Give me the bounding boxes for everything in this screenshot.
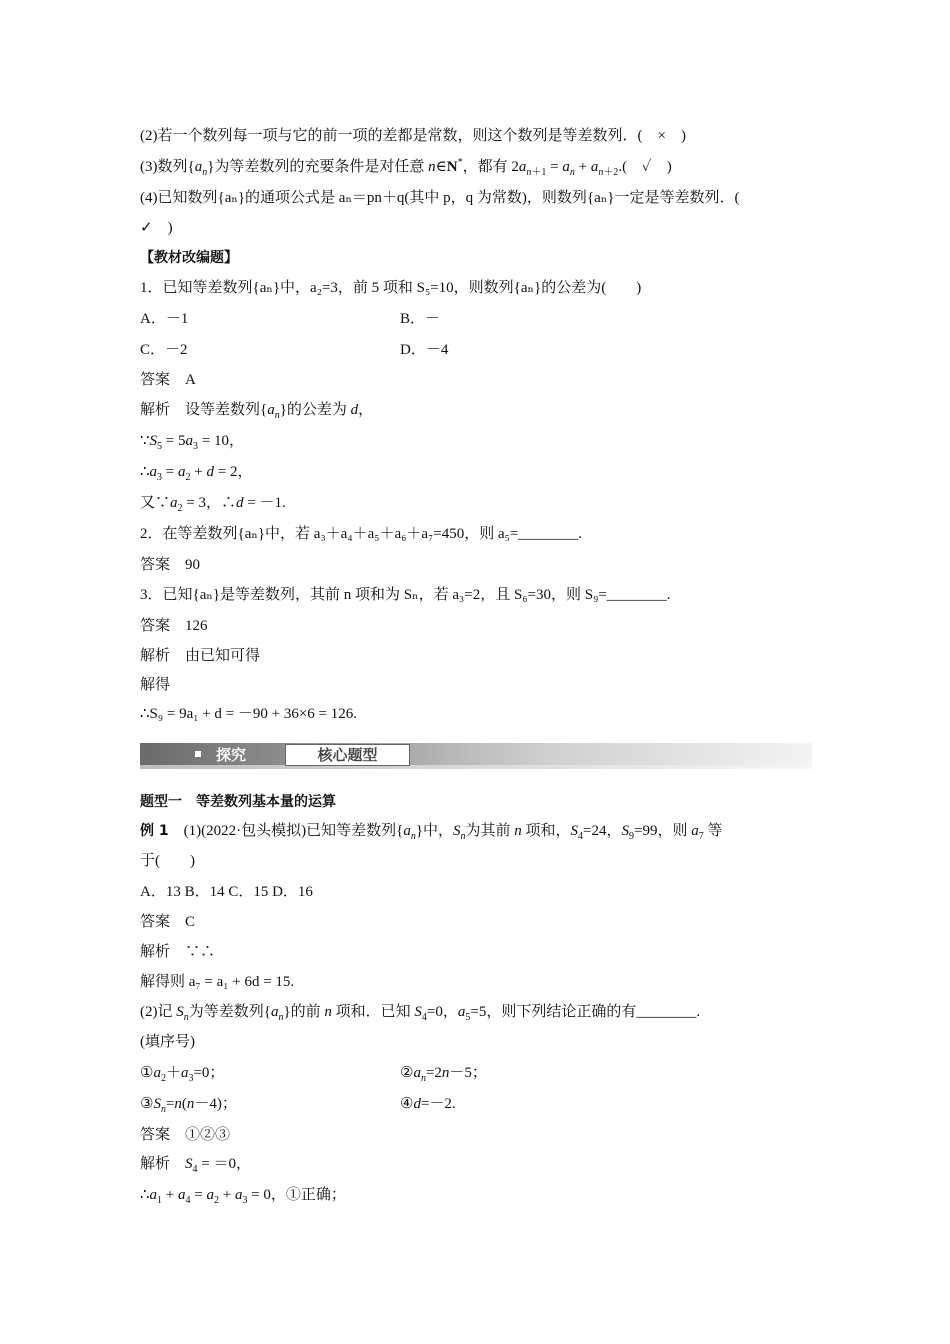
banner-underline — [140, 765, 812, 769]
banner-box-label: 核心题型 — [285, 744, 410, 766]
q1-step-3: 又$\because a_2 = 3$，∴d = －1. — [140, 495, 286, 514]
statement-1: $①a_2+a_3=0$； — [140, 1065, 225, 1084]
section-heading-textbook: 【教材改编题】 — [140, 250, 238, 266]
q1-analysis: 解析 设等差数列$\{a_n\}$的公差为 d， — [140, 402, 374, 421]
q1-answer: 答案 A — [140, 372, 196, 388]
example-1-part-1: 例 1 (1)(2022·包头模拟)已知等差数列$\{a_n\}$中，$S_n$为其前 n 项和，$S_4=24$，$S_9=99$，则 $a_7$ 等 — [140, 823, 723, 842]
example-1-options: A．13 B．14 C．15 D．16 — [140, 884, 313, 900]
q2-answer: 答案 90 — [140, 557, 201, 573]
judge-item-4: (4)已知数列{aₙ}的通项公式是 aₙ＝pn＋q(其中 p，q 为常数)，则数列{aₙ}一定是等差数列．( — [140, 190, 740, 206]
q1-option-b: B．－ — [400, 311, 441, 327]
q1-option-c: C．－2 — [140, 342, 188, 358]
question-3: 3．已知{aₙ}是等差数列，其前 n 项和为 Sₙ，若 a₃=2，且 S₆=30，则 S₉=________. — [140, 587, 671, 603]
example-1-part-1-cont: 于( ) — [140, 853, 195, 869]
section-banner — [140, 743, 812, 771]
example-1-part-2: (2)记 $S_n$为等差数列$\{a_n\}$的前 n 项和．已知 $S_4=0$，$a_5=5$，则下列结论正确的有________. — [140, 1004, 701, 1023]
example-1-solve: 解得则 a₇ = a₁ + 6d = 15. — [140, 974, 295, 990]
q1-step-1: $\because S_5 = 5a_3 = 10$， — [140, 433, 244, 452]
q1-step-2: $\therefore a_3 = a_2 + d = 2$， — [140, 464, 253, 483]
example-1-analysis: 解析 ∵∴ — [140, 944, 216, 960]
example-2-analysis: 解析 $S_4 = =0$， — [140, 1156, 251, 1175]
statement-2: $②a_n=2n-5$； — [400, 1065, 487, 1084]
example-1-part-2-cont: (填序号) — [140, 1034, 195, 1050]
q3-solve: 解得 — [140, 677, 171, 693]
question-1: 1．已知等差数列{aₙ}中，a₂=3，前 5 项和 S₅=10，则数列{aₙ}的公差为( ) — [140, 280, 642, 296]
example-1-answer: 答案 C — [140, 914, 196, 930]
question-2: 2．在等差数列{aₙ}中，若 a₃＋a₄＋a₅＋a₆＋a₇=450，则 a₅=________. — [140, 526, 583, 542]
q3-analysis: 解析 由已知可得 — [140, 648, 261, 664]
example-2-answer: 答案 ①②③ — [140, 1127, 231, 1143]
judge-item-2: (2)若一个数列每一项与它的前一项的差都是常数，则这个数列是等差数列．( × ) — [140, 128, 686, 144]
q3-result: ∴S₉ = 9a₁ + d = －90 + 36×6 = 126. — [140, 706, 358, 722]
judge-item-3: (3)数列$\{a_n\}$为等差数列的充要条件是对任意 n∈N*，都有 $2a_{n+1} = a_n + a_{n+2}$.( ✓ ) — [140, 157, 672, 178]
q3-answer: 答案 126 — [140, 618, 208, 634]
statement-4: ④d=－2. — [400, 1096, 456, 1112]
banner-label: 探究 — [216, 746, 247, 764]
statement-3: $③S_n=n(n-4)$； — [140, 1096, 237, 1115]
topic-heading-1: 题型一 等差数列基本量的运算 — [140, 794, 336, 810]
banner-square-icon — [195, 751, 201, 757]
q1-option-d: D．－4 — [400, 342, 449, 358]
q1-option-a: A．－1 — [140, 311, 189, 327]
example-2-step: $\therefore a_1 + a_4 = a_2 + a_3 = 0$，①正确； — [140, 1187, 346, 1206]
judge-item-4-cont: ✓ ) — [140, 220, 173, 236]
